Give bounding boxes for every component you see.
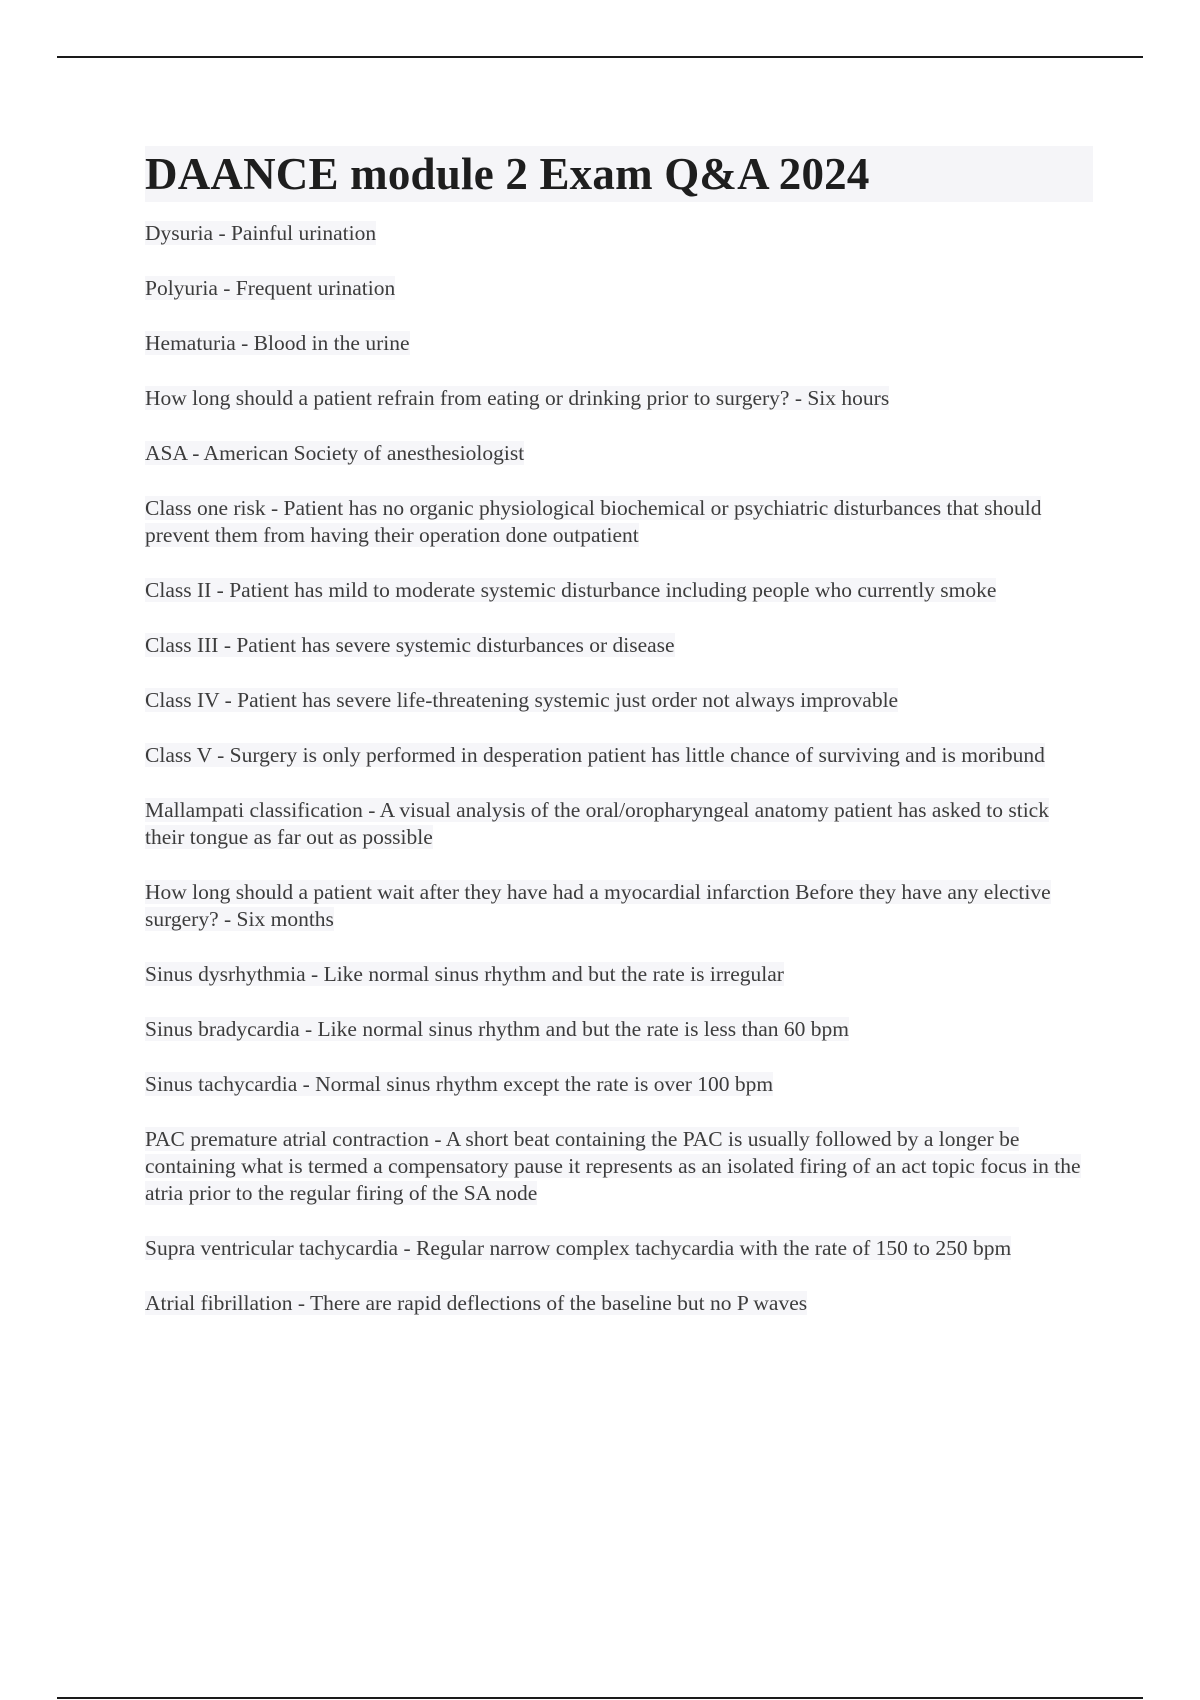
qa-item — [145, 577, 1093, 604]
qa-item — [145, 1071, 1093, 1098]
qa-item — [145, 961, 1093, 988]
qa-list — [145, 220, 1093, 1317]
title-band — [145, 146, 1093, 202]
qa-item — [145, 687, 1093, 714]
qa-text: How long should a patient refrain from eating or drinking prior to surgery? - Six hours — [145, 386, 890, 410]
qa-text: Mallampati classification - A visual analysis of the oral/oropharyngeal anatomy patient has asked to stick their tongue as far out as possible — [145, 798, 1049, 849]
qa-item — [145, 797, 1093, 851]
qa-text: Class IV - Patient has severe life-threatening systemic just order not always improvable — [145, 688, 899, 712]
qa-item — [145, 632, 1093, 659]
qa-item — [145, 220, 1093, 247]
qa-text: Class one risk - Patient has no organic physiological biochemical or psychiatric disturbances that should prevent them from having their operation done outpatient — [145, 496, 1042, 547]
qa-item — [145, 1290, 1093, 1317]
qa-text: Supra ventricular tachycardia - Regular narrow complex tachycardia with the rate of 150 to 250 bpm — [145, 1236, 1012, 1260]
qa-text: How long should a patient wait after they have had a myocardial infarction Before they have any elective surgery? - Six months — [145, 880, 1051, 931]
qa-text: Dysuria - Painful urination — [145, 221, 377, 245]
qa-item — [145, 1126, 1093, 1207]
bottom-divider — [57, 1697, 1143, 1699]
document-title: DAANCE module 2 Exam Q&A 2024 — [145, 149, 870, 199]
qa-text: Polyuria - Frequent urination — [145, 276, 396, 300]
qa-text: Atrial fibrillation - There are rapid deflections of the baseline but no P waves — [145, 1291, 808, 1315]
qa-item — [145, 275, 1093, 302]
qa-text: Class II - Patient has mild to moderate systemic disturbance including people who currently smoke — [145, 578, 997, 602]
qa-item — [145, 1016, 1093, 1043]
qa-item — [145, 495, 1093, 549]
qa-text: Sinus dysrhythmia - Like normal sinus rhythm and but the rate is irregular — [145, 962, 784, 986]
qa-text: Sinus tachycardia - Normal sinus rhythm except the rate is over 100 bpm — [145, 1072, 774, 1096]
qa-item — [145, 385, 1093, 412]
qa-item — [145, 330, 1093, 357]
qa-text: PAC premature atrial contraction - A short beat containing the PAC is usually followed by a longer be containing what is termed a compensatory pause it represents as an isolated firing of an act topic focus in the atria prior to the regular firing of the SA node — [145, 1127, 1081, 1205]
top-divider — [57, 56, 1143, 58]
qa-item — [145, 879, 1093, 933]
qa-text: ASA - American Society of anesthesiologist — [145, 441, 525, 465]
qa-text: Class III - Patient has severe systemic disturbances or disease — [145, 633, 675, 657]
document-body — [145, 146, 1093, 1345]
qa-item — [145, 1235, 1093, 1262]
qa-text: Sinus bradycardia - Like normal sinus rhythm and but the rate is less than 60 bpm — [145, 1017, 849, 1041]
qa-item — [145, 742, 1093, 769]
qa-text: Class V - Surgery is only performed in desperation patient has little chance of surviving and is moribund — [145, 743, 1045, 767]
qa-text: Hematuria - Blood in the urine — [145, 331, 410, 355]
qa-item — [145, 440, 1093, 467]
